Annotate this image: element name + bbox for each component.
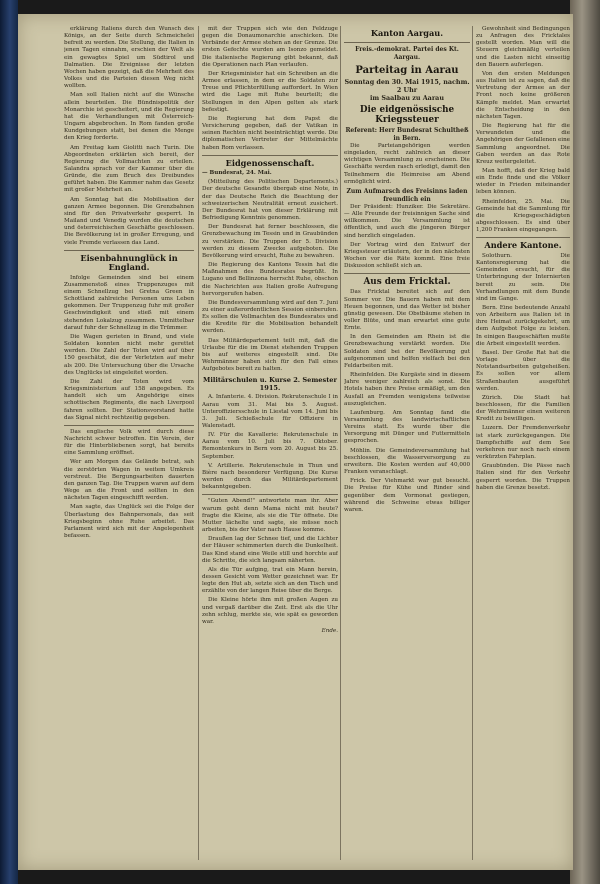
article-paragraph: Basel. Der Große Rat hat die Vorlage über die Notstandsarbeiten gutgeheißen. Es sollen vor allem Straßenbauten ausgeführt werden. — [476, 349, 570, 392]
article-paragraph: Die Regierung hat dem Papst die Versicherung gegeben, daß der Vatikan in seinen Rechten nicht beeinträchtigt werde. Die diplomatischen Vertreter der Mittelmächte haben Rom verlassen. — [202, 115, 338, 151]
article-paragraph: Am Sonntag hat die Mobilisation der ganzen Armee begonnen. Die Grenzbahnen sind für den Privatverkehr gesperrt. In Mailand und Venedig wurden die deutschen und österreichischen Geschäfte geschlossen. Die Bevölkerung ist in großer Erregung, und viele Fremde verlassen das Land. — [64, 196, 194, 246]
section-divider — [476, 237, 570, 238]
headline-fricktal: Aus dem Fricktal. — [363, 277, 451, 288]
article-paragraph: (Mitteilung des Politischen Departements.) Der deutsche Gesandte übergab eine Note, in der das Deutsche Reich die Beachtung der schweizerischen Neutralität erneut zusichert. Der Bundesrat hat von dieser Erklärung mit Befriedigung Kenntnis genommen. — [202, 179, 338, 222]
ad-text: Die Parteiangehörigen werden eingeladen, recht zahlreich an dieser wichtigen Versammlung zu erscheinen. Die Geschäfte werden rasch erledigt, damit den Teilnehmern die Heimreise am Abend ermöglicht wird. — [344, 143, 470, 185]
article-paragraph: Solothurn. Die Kantonsregierung hat die Gemeinden ersucht, für die Unterbringung der Internierten bereit zu sein. Die Verhandlungen mit dem Bunde sind im Gange. — [476, 252, 570, 302]
column-2 — [202, 26, 338, 860]
article-paragraph: Von den ersten Meldungen aus Italien ist zu sagen, daß die Vertretung der Armee an der Front noch keine größeren Kämpfe meldet. Man erwartet die Entscheidung in den nächsten Tagen. — [476, 70, 570, 120]
party-advertisement — [344, 46, 470, 271]
subheading-military-schools: Militärschulen u. Kurse 2. Semester 1915. — [203, 376, 337, 393]
ad-venue: im Saalbau zu Aarau — [370, 94, 444, 102]
list-item: V. Artillerie. Rekrutenschule in Thun und Bière nach besonderer Verfügung. Die Kurse werden durch das Militärdepartement bekanntgegeben. — [202, 462, 338, 491]
article-paragraph: Zürich. Die Stadt hat beschlossen, für die Familien der Wehrmänner einen weiteren Kredit zu bewilligen. — [476, 394, 570, 423]
dateline: — Bundesrat, 24. Mai. — [202, 170, 272, 177]
list-item: IV. Für die Kavallerie: Rekrutenschule in Aarau vom 10. Juli bis 7. Oktober. Remontenkurs in Bern vom 20. August bis 25. September. — [202, 432, 338, 460]
article-paragraph: Die Wagen gerieten in Brand, und viele Soldaten konnten nicht mehr gerettet werden. Die Zahl der Toten wird auf über 150 geschätzt, die der Verletzten auf mehr als 200. Die Untersuchung über die Ursache des Unglücks ist eingeleitet worden. — [64, 333, 194, 376]
article-paragraph: Das Militärdepartement teilt mit, daß die Urlaube für die im Dienst stehenden Truppen bis auf weiteres eingestellt sind. Die Wehrmänner haben sich für den Fall eines Aufgebotes bereit zu halten. — [202, 337, 338, 373]
headline-railway-accident: Eisenbahnunglück in England. — [80, 252, 178, 273]
article-paragraph: Der Bundesrat hat ferner beschlossen, die Grenzbewachung im Tessin und in Graubünden zu verstärken. Die Truppen der 5. Division werden zu diesem Zwecke aufgeboten. Die Bevölkerung wird ersucht, Ruhe zu bewahren. — [202, 224, 338, 259]
column-rule — [472, 26, 473, 860]
article-paragraph: Man hofft, daß der Krieg bald ein Ende finde und die Völker wieder in Frieden miteinander leben können. — [476, 167, 570, 196]
article-paragraph: Man soll Italien nicht auf die Wünsche allein beurteilen. Die Bündnispolitik der Monarchie ist gescheitert, und die Regierung hat die Verhandlungen mit Österreich-Ungarn abgebrochen. In Rom fanden große Kundgebungen statt, bei denen die Menge den Krieg forderte. — [64, 92, 194, 142]
article-paragraph: Die Zahl der Toten wird vom Kriegsministerium auf 158 angegeben. Es handelt sich um Angehörige eines schottischen Regiments, die nach Liverpool fahren sollten. Der Stationsvorstand hatte das Signal nicht rechtzeitig gegeben. — [64, 378, 194, 421]
article-paragraph: Wer am Morgen das Gelände betrat, sah die zerstörten Wagen in weitem Umkreis verstreut. Die Bergungsarbeiten dauerten den ganzen Tag. Die Truppen waren auf dem Wege an die Front und sollten in den nächsten Tagen eingeschifft werden. — [64, 459, 194, 502]
newspaper-page — [18, 14, 573, 870]
article-paragraph: Rheinfelden, 25. Mai. Die Gemeinde hat die Sammlung für die Kriegsgeschädigten abgeschlossen. Es sind über 1,200 Franken eingegangen. — [476, 198, 570, 234]
article-paragraph: Frick. Der Viehmarkt war gut besucht. Die Preise für Kühe und Rinder sind gegenüber dem Vormonat gestiegen, während die Schweine etwas billiger waren. — [344, 478, 470, 513]
ad-invitation: Zum Aufmarsch des Freisinns laden freundlich ein — [346, 187, 468, 203]
ad-title: Parteitag in Aarau — [355, 64, 459, 76]
section-divider — [344, 42, 470, 43]
story-paragraph: Die Kleine hörte ihm mit großen Augen zu und vergaß darüber die Zeit. Erst als die Uhr zehn schlug, merkte sie, wie spät es geworden war. — [202, 597, 338, 625]
column-rule — [340, 26, 341, 860]
article-paragraph: Möhlin. Die Gemeindeversammlung hat beschlossen, die Wasserversorgung zu erweitern. Die Kosten werden auf 40,000 Franken veranschlagt. — [344, 447, 470, 476]
story-paragraph: "Guten Abend!" antwortete man ihr. Aber warum geht denn Mama nicht mit heute? fragte die Kleine, als sie die Tür öffnete. Die Mutter lächelte und sagte, sie müsse noch arbeiten, bis der Vater nach Hause komme. — [202, 498, 338, 534]
section-divider — [202, 494, 338, 495]
article-paragraph: Die Bundesversammlung wird auf den 7. Juni zu einer außerordentlichen Session einberufen. Es sollen die Vollmachten des Bundesrates und die Kredite für die Mobilisation behandelt werden. — [202, 299, 338, 335]
headline-kanton-aargau: Kanton Aargau. — [370, 28, 444, 38]
article-paragraph: Die Regierung hat für die Verwundeten und die Angehörigen der Gefallenen eine Sammlung angeordnet. Die Gaben werden an das Rote Kreuz weitergeleitet. — [476, 123, 570, 165]
article-paragraph: In den Gemeinden am Rhein ist die Grenzbewachung verstärkt worden. Die Soldaten sind bei der Bevölkerung gut aufgenommen und helfen vielfach bei den Feldarbeiten mit. — [344, 334, 470, 369]
ad-speaker: Referent: Herr Bundesrat Schultheß in Bern. — [345, 127, 469, 142]
column-3 — [344, 26, 470, 860]
ad-text: Der Präsident: Hunziker. Die Sekretäre. — Alle Freunde der freisinnigen Sache sind willkommen. Die Versammlung ist öffentlich, und auch die jüngeren Bürger sind herzlich eingeladen. — [344, 203, 470, 239]
article-paragraph: Rheinfelden. Die Kurgäste sind in diesem Jahre weniger zahlreich als sonst. Die Hotels haben ihre Preise ermäßigt, um den Ausfall an Fremden wenigstens teilweise auszugleichen. — [344, 372, 470, 407]
section-divider — [64, 250, 194, 251]
list-item: A. Infanterie. 4. Division. Rekrutenschule I in Aarau vom 31. Mai bis 5. August. Unteroffiziersschule in Liestal vom 14. Juni bis 3. Juli. Schießschule für Offiziere in Walenstadt. — [202, 394, 338, 429]
ad-date: Sonntag den 30. Mai 1915, nachm. 2 Uhr — [344, 78, 470, 94]
article-paragraph: Laufenburg. Am Sonntag fand die Versammlung des landwirtschaftlichen Vereins statt. Es wurde über die Versorgung mit Dünger und Futtermitteln gesprochen. — [344, 409, 470, 445]
ad-party-name: Freis.-demokrat. Partei des Kt. Aargau. — [355, 45, 459, 61]
page-stack-edge — [570, 0, 600, 884]
article-paragraph: erklärung Italiens durch den Wunsch des Königs, an der Seite durch Schmeichelei befreit zu werden. Die Stellung, die Italien in jenen Tagen einnahm, erschien der Welt als ein gewagtes Spiel um Südtirol und Dalmatien. Die Ereignisse der letzten Wochen haben gezeigt, daß die Mehrheit des Volkes und die Parteien diesen Weg nicht wollten. — [64, 26, 194, 90]
article-paragraph: Luzern. Der Fremdenverkehr ist stark zurückgegangen. Die Dampfschiffe auf dem See verkehren nur noch nach einem verkürzten Fahrplan. — [476, 425, 570, 461]
section-divider — [64, 425, 194, 426]
story-end: Ende. — [321, 628, 338, 635]
ad-text: Der Vortrag wird den Entwurf der Kriegssteuer erläutern, der in den nächsten Wochen vor die Räte kommt. Eine freie Diskussion schließt sich an. — [344, 241, 470, 270]
article-paragraph: mit der Truppen sich wie den Feldzuge gegen die Donaumonarchie anschicken. Die Verbände der Armee stehen an der Grenze. Die ersten Gefechte wurden am Isonzo gemeldet. Die italienische Regierung gibt bekannt, daß die Operationen nach Plan verlaufen. — [202, 26, 338, 68]
section-divider — [202, 155, 338, 156]
article-paragraph: Die Regierung des Kantons Tessin hat die Maßnahmen des Bundesrates begrüßt. In Lugano und Bellinzona herrscht Ruhe, obschon die Nachrichten aus Italien große Aufregung hervorgerufen haben. — [202, 262, 338, 297]
article-paragraph: Infolge Gemeinden sind bei einem Zusammenstoß eines Truppenzuges mit einem Schnellzug bei Gretna Green in Schottland zahlreiche Personen ums Leben gekommen. Der Truppenzug fuhr mit großer Geschwindigkeit und stieß mit einem stehenden Lokalzug zusammen. Unmittelbar darauf fuhr der Schnellzug in die Trümmer. — [64, 274, 194, 331]
article-paragraph: Bern. Eine bedeutende Anzahl von Arbeitern aus Italien ist in ihre Heimat zurückgekehrt, um dem Aufgebot Folge zu leisten. In einigen Baugeschäften mußte die Arbeit eingestellt werden. — [476, 304, 570, 347]
article-paragraph: Gewohnheit sind Bedingungen zu Anfragen des Fricktales gestellt worden. Man will die Steuern gleichmäßig verteilen und die Lasten nicht einseitig den Bauern auferlegen. — [476, 26, 570, 68]
book-binding — [0, 0, 18, 884]
article-paragraph: Das Fricktal bereitet sich auf den Sommer vor. Die Bauern haben mit dem Heuen begonnen, und das Wetter ist bisher günstig gewesen. Die Obstbäume stehen in voller Blüte, und man erwartet eine gute Ernte. — [344, 289, 470, 332]
story-paragraph: Als die Tür aufging, trat ein Mann herein, dessen Gesicht vom Wetter gezeichnet war. Er legte den Hut ab, setzte sich an den Tisch und erzählte von der langen Reise über die Berge. — [202, 566, 338, 595]
article-paragraph: Der Kriegsminister hat ein Schreiben an die Armee erlassen, in dem er die Soldaten zur Treue und Pflichterfüllung auffordert. In Wien wird die Lage mit Ruhe beurteilt; die Stellungen in den Alpen gelten als stark befestigt. — [202, 70, 338, 113]
article-paragraph: Das englische Volk wird durch diese Nachricht schwer betroffen. Ein Verein, der für die Hinterbliebenen sorgt, hat bereits eine Sammlung eröffnet. — [64, 428, 194, 457]
section-divider — [344, 273, 470, 274]
story-paragraph: Draußen lag der Schnee tief, und die Lichter der Häuser schimmerten durch die Dunkelheit. Das Kind stand eine Weile still und horchte auf die Schritte, die sich langsam näherten. — [202, 536, 338, 564]
article-paragraph: Graubünden. Die Pässe nach Italien sind für den Verkehr gesperrt worden. Die Truppen haben die Grenze besetzt. — [476, 463, 570, 491]
article-paragraph: Man sagte, das Unglück sei die Folge der Überlastung des Bahnpersonals, das seit Kriegsbeginn ohne Ruhe arbeitet. Das Parlament wird sich mit der Angelegenheit befassen. — [64, 504, 194, 539]
headline-andere-kantone: Andere Kantone. — [484, 240, 562, 251]
column-4 — [476, 26, 570, 860]
headline-eidgenossenschaft: Eidgenossenschaft. — [225, 157, 315, 168]
column-rule — [198, 26, 199, 860]
column-1 — [64, 26, 194, 860]
article-paragraph: Am Freitag kam Giolitti nach Turin. Die Abgeordneten erklärten sich bereit, der Regierung die Vollmachten zu erteilen. Salandra sprach vor der Kammer über die Gründe, die zum Bruch des Dreibundes geführt haben. Die Kammer nahm das Gesetz mit großer Mehrheit an. — [64, 144, 194, 194]
ad-topic: Die eidgenössische Kriegssteuer — [359, 105, 455, 125]
